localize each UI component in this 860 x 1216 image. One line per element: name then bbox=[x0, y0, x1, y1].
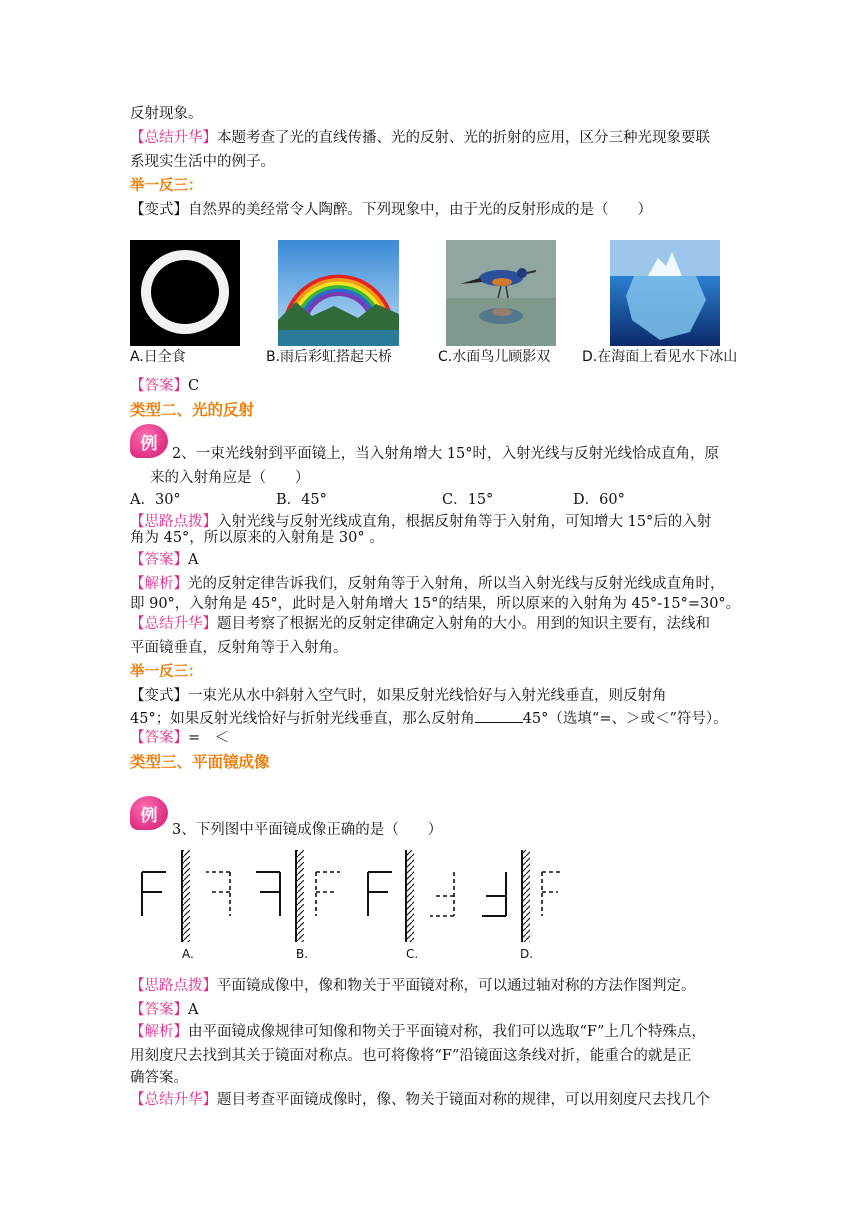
hint-line: 【思路点拨】入射光线与反射光线成直角，根据反射角等于入射角，可知增大 15°后的入射 bbox=[130, 514, 712, 530]
analysis-line: 【解析】由平面镜成像规律可知像和物关于平面镜对称，我们可以选取“F”上几个特殊点， bbox=[130, 1024, 706, 1040]
analysis-line: 即 90°，入射角是 45°，此时是入射角增大 15°的结果，所以原来的入射角为 45°-15°=30°。 bbox=[130, 596, 741, 612]
variant-line: 45°；如果反射光线恰好与折射光线垂直，那么反射角 45°（选填“=、＞或＜”符号）。 bbox=[130, 708, 728, 729]
bird-reflection-icon bbox=[446, 240, 556, 346]
section-heading: 举一反三： bbox=[130, 664, 203, 680]
mirror-option-b bbox=[256, 850, 340, 942]
section-heading: 类型三、平面镜成像 bbox=[130, 753, 270, 771]
section-heading: 类型二、光的反射 bbox=[130, 401, 255, 419]
text-line: 系现实生活中的例子。 bbox=[130, 154, 275, 170]
mirror-option-a bbox=[142, 850, 230, 942]
summary-line: 平面镜垂直，反射角等于入射角。 bbox=[130, 640, 348, 656]
example-badge-icon: 例 bbox=[130, 796, 168, 830]
example-badge-icon: 例 bbox=[130, 424, 168, 458]
option: A．30° bbox=[130, 492, 181, 508]
picture-caption: A.日全食 bbox=[130, 349, 186, 365]
mirror-option-c bbox=[368, 850, 454, 942]
summary-tag: 【总结升华】 bbox=[130, 130, 217, 146]
option: B．45° bbox=[276, 492, 327, 508]
eclipse-icon bbox=[130, 240, 240, 346]
section-heading: 举一反三： bbox=[130, 178, 203, 194]
question-line: 2、一束光线射到平面镜上，当入射角增大 15°时，入射光线与反射光线恰成直角，原 bbox=[172, 446, 720, 462]
hint-line: 角为 45°，所以原来的入射角是 30° 。 bbox=[130, 530, 384, 546]
answer-line: 【答案】A bbox=[130, 552, 199, 568]
variant-line: 【变式】自然界的美经常令人陶醉。下列现象中，由于光的反射形成的是（ ） bbox=[130, 202, 652, 218]
rainbow-icon bbox=[278, 240, 399, 346]
summary-line: 【总结升华】题目考察了根据光的反射定律确定入射角的大小。用到的知识主要有，法线和 bbox=[130, 616, 710, 632]
answer-line: 【答案】A bbox=[130, 1002, 199, 1018]
analysis-line: 用刻度尺去找到其关于镜面对称点。也可将像将“F”沿镜面这条线对折，能重合的就是正 bbox=[130, 1048, 692, 1064]
picture-caption: D.在海面上看见水下冰山 bbox=[582, 349, 738, 365]
text-line: 反射现象。 bbox=[130, 106, 203, 122]
mirror-label: C. bbox=[406, 947, 419, 961]
hint-line: 【思路点拨】平面镜成像中，像和物关于平面镜对称，可以通过轴对称的方法作图判定。 bbox=[130, 978, 696, 994]
summary-line: 【总结升华】本题考查了光的直线传播、光的反射、光的折射的应用，区分三种光现象要联 bbox=[130, 130, 710, 146]
answer-line: 【答案】C bbox=[130, 378, 200, 394]
picture-caption: C.水面鸟儿顾影双 bbox=[438, 349, 551, 365]
option: C．15° bbox=[442, 492, 494, 508]
fill-blank[interactable] bbox=[475, 708, 523, 723]
answer-line: 【答案】= ＜ bbox=[130, 730, 230, 746]
iceberg-icon bbox=[610, 240, 720, 346]
mirror-diagram bbox=[130, 844, 570, 944]
analysis-line: 确答案。 bbox=[130, 1070, 188, 1086]
mirror-label: D. bbox=[520, 947, 534, 961]
option: D．60° bbox=[573, 492, 625, 508]
question-line: 来的入射角应是（ ） bbox=[150, 470, 310, 486]
mirror-label: A. bbox=[182, 947, 194, 961]
mirror-label: B. bbox=[296, 947, 309, 961]
variant-line: 【变式】一束光从水中斜射入空气时，如果反射光线恰好与入射光线垂直，则反射角 bbox=[130, 688, 667, 704]
analysis-line: 【解析】光的反射定律告诉我们，反射角等于入射角，所以当入射光线与反射光线成直角时， bbox=[130, 576, 725, 592]
summary-line: 【总结升华】题目考查平面镜成像时，像、物关于镜面对称的规律，可以用刻度尺去找几个 bbox=[130, 1092, 710, 1108]
question-line: 3、下列图中平面镜成像正确的是（ ） bbox=[172, 822, 443, 838]
mirror-option-d bbox=[482, 850, 562, 942]
picture-caption: B.雨后彩虹搭起天桥 bbox=[266, 349, 393, 365]
